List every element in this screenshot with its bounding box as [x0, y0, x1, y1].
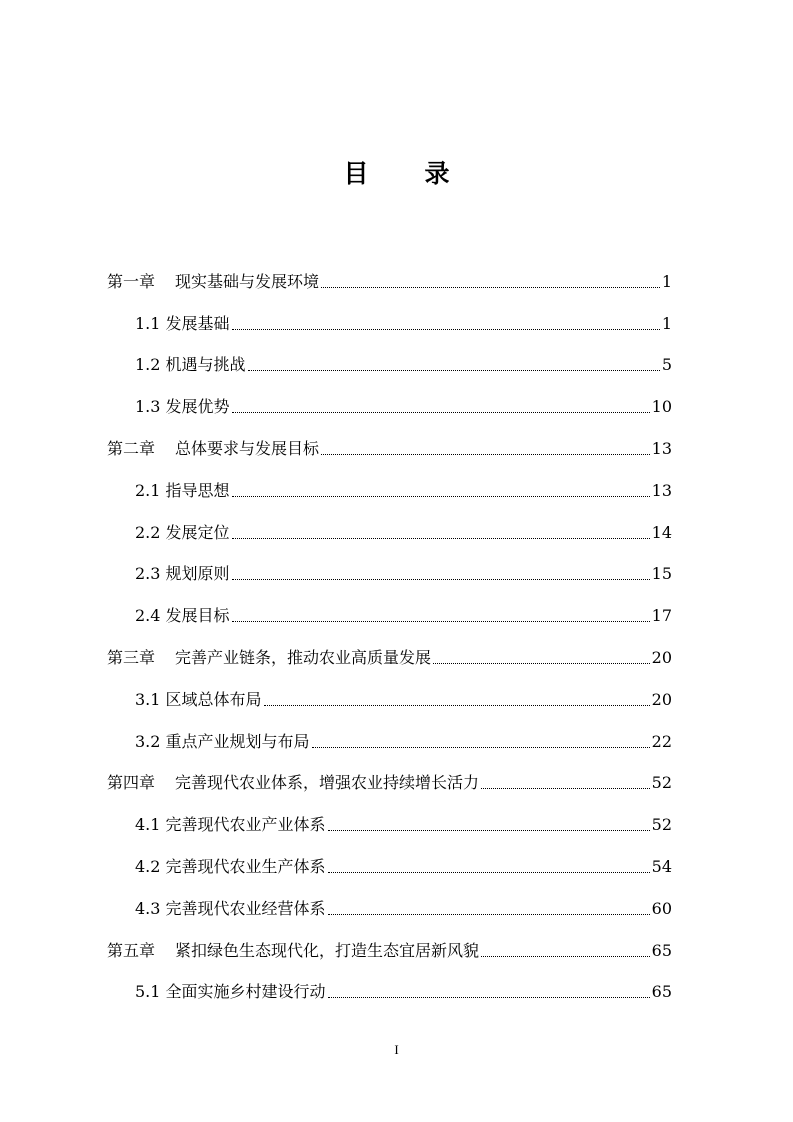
toc-entry-text: 机遇与挑战 [165, 355, 246, 375]
toc-page-number: 20 [651, 647, 672, 667]
toc-dot-leader [328, 872, 650, 873]
toc-dot-leader [321, 454, 650, 455]
toc-entry-text: 重点产业规划与布局 [165, 731, 310, 751]
toc-entry-title [135, 397, 230, 417]
toc-entry-number: 3.2 [135, 731, 161, 751]
toc-entry-title [135, 690, 262, 710]
toc-entry-number: 3.1 [135, 689, 161, 709]
toc-entry-title [135, 815, 326, 835]
toc-section-entry[interactable] [107, 961, 672, 1003]
toc-entry-text: 规划原则 [165, 564, 230, 584]
toc-chapter-entry[interactable] [107, 250, 672, 292]
toc-entry-number: 第三章 [107, 647, 156, 667]
toc-page-number: 14 [651, 522, 672, 542]
toc-entry-text: 完善现代农业生产体系 [165, 856, 326, 876]
toc-section-entry[interactable] [107, 710, 672, 752]
toc-page-number: 20 [651, 689, 672, 709]
toc-section-entry[interactable] [107, 501, 672, 543]
toc-entry-text: 总体要求与发展目标 [175, 438, 320, 458]
toc-page-number: 22 [651, 731, 672, 751]
toc-entry-text: 现实基础与发展环境 [175, 271, 320, 291]
toc-section-entry[interactable] [107, 459, 672, 501]
toc-entry-title [135, 857, 326, 877]
toc-entry-text: 发展定位 [165, 522, 230, 542]
toc-page-number: 13 [651, 438, 672, 458]
toc-entry-number: 1.1 [135, 313, 161, 333]
toc-dot-leader [328, 997, 650, 998]
toc-entry-number: 2.2 [135, 522, 161, 542]
page-number: I [394, 1042, 399, 1057]
toc-section-entry[interactable] [107, 334, 672, 376]
toc-entry-text: 全面实施乡村建设行动 [165, 982, 326, 1002]
toc-entry-text: 完善现代农业体系，增强农业持续增长活力 [175, 773, 480, 793]
toc-entry-title [135, 732, 310, 752]
toc-page-number: 52 [651, 815, 672, 835]
toc-entry-number: 第四章 [107, 773, 156, 793]
toc-entry-number: 1.2 [135, 355, 161, 375]
toc-section-entry[interactable] [107, 793, 672, 835]
toc-page-number: 54 [651, 856, 672, 876]
toc-entry-title [135, 982, 326, 1002]
toc-entry-title [135, 564, 230, 584]
toc-dot-leader [481, 788, 650, 789]
toc-entry-title [107, 439, 319, 459]
toc-section-entry[interactable] [107, 877, 672, 919]
toc-entry-text: 紧扣绿色生态现代化，打造生态宜居新风貌 [175, 940, 480, 960]
toc-section-entry[interactable] [107, 543, 672, 585]
toc-page-number: 1 [661, 271, 672, 291]
toc-section-entry[interactable] [107, 292, 672, 334]
toc-entry-number: 第一章 [107, 271, 156, 291]
toc-page-number: 15 [651, 564, 672, 584]
toc-page-number: 60 [651, 898, 672, 918]
toc-chapter-entry[interactable] [107, 752, 672, 794]
toc-chapter-entry[interactable] [107, 919, 672, 961]
toc-entry-title [107, 941, 479, 961]
toc-entry-text: 完善现代农业产业体系 [165, 815, 326, 835]
toc-entry-title [107, 272, 319, 292]
toc-entry-text: 完善产业链条，推动农业高质量发展 [175, 647, 432, 667]
toc-entry-title [135, 355, 246, 375]
toc-dot-leader [321, 287, 660, 288]
toc-entry-number: 2.3 [135, 564, 161, 584]
page-title: 目录 [343, 159, 506, 188]
toc-entry-title [135, 899, 326, 919]
toc-entry-title [135, 314, 230, 334]
toc-entry-text: 指导思想 [165, 480, 230, 500]
toc-entry-title [107, 648, 431, 668]
toc-page-number: 10 [651, 397, 672, 417]
toc-dot-leader [328, 830, 650, 831]
toc-dot-leader [433, 663, 650, 664]
toc-page-number: 65 [651, 982, 672, 1002]
toc-entry-title [135, 523, 230, 543]
toc-dot-leader [232, 579, 650, 580]
toc-section-entry[interactable] [107, 835, 672, 877]
toc-dot-leader [264, 705, 650, 706]
toc-page-number: 13 [651, 480, 672, 500]
toc-section-entry[interactable] [107, 668, 672, 710]
toc-dot-leader [328, 914, 650, 915]
toc-section-entry[interactable] [107, 584, 672, 626]
toc-entry-number: 2.4 [135, 606, 161, 626]
toc-entry-number: 5.1 [135, 982, 161, 1002]
toc-page-number: 1 [661, 313, 672, 333]
toc-dot-leader [232, 329, 660, 330]
toc-entry-number: 4.3 [135, 898, 161, 918]
toc-entry-text: 发展基础 [165, 313, 230, 333]
toc-entry-title [135, 606, 230, 626]
toc-entry-number: 第五章 [107, 940, 156, 960]
toc-chapter-entry[interactable] [107, 417, 672, 459]
toc-dot-leader [232, 412, 650, 413]
toc-entry-number: 4.1 [135, 815, 161, 835]
toc-chapter-entry[interactable] [107, 626, 672, 668]
toc-page-number: 5 [661, 355, 672, 375]
table-of-contents [107, 250, 672, 1002]
toc-page-number: 52 [651, 773, 672, 793]
toc-entry-text: 完善现代农业经营体系 [165, 898, 326, 918]
toc-entry-title [107, 773, 479, 793]
toc-entry-title [135, 481, 230, 501]
toc-entry-number: 1.3 [135, 397, 161, 417]
toc-entry-text: 发展优势 [165, 397, 230, 417]
toc-dot-leader [312, 747, 650, 748]
toc-dot-leader [232, 621, 650, 622]
toc-page-number: 17 [651, 606, 672, 626]
toc-page-number: 65 [651, 940, 672, 960]
toc-dot-leader [232, 496, 650, 497]
toc-entry-number: 2.1 [135, 480, 161, 500]
toc-section-entry[interactable] [107, 375, 672, 417]
toc-dot-leader [232, 538, 650, 539]
toc-dot-leader [481, 956, 650, 957]
toc-entry-number: 第二章 [107, 438, 156, 458]
toc-entry-text: 区域总体布局 [165, 689, 262, 709]
toc-entry-number: 4.2 [135, 856, 161, 876]
toc-dot-leader [248, 370, 660, 371]
toc-entry-text: 发展目标 [165, 606, 230, 626]
